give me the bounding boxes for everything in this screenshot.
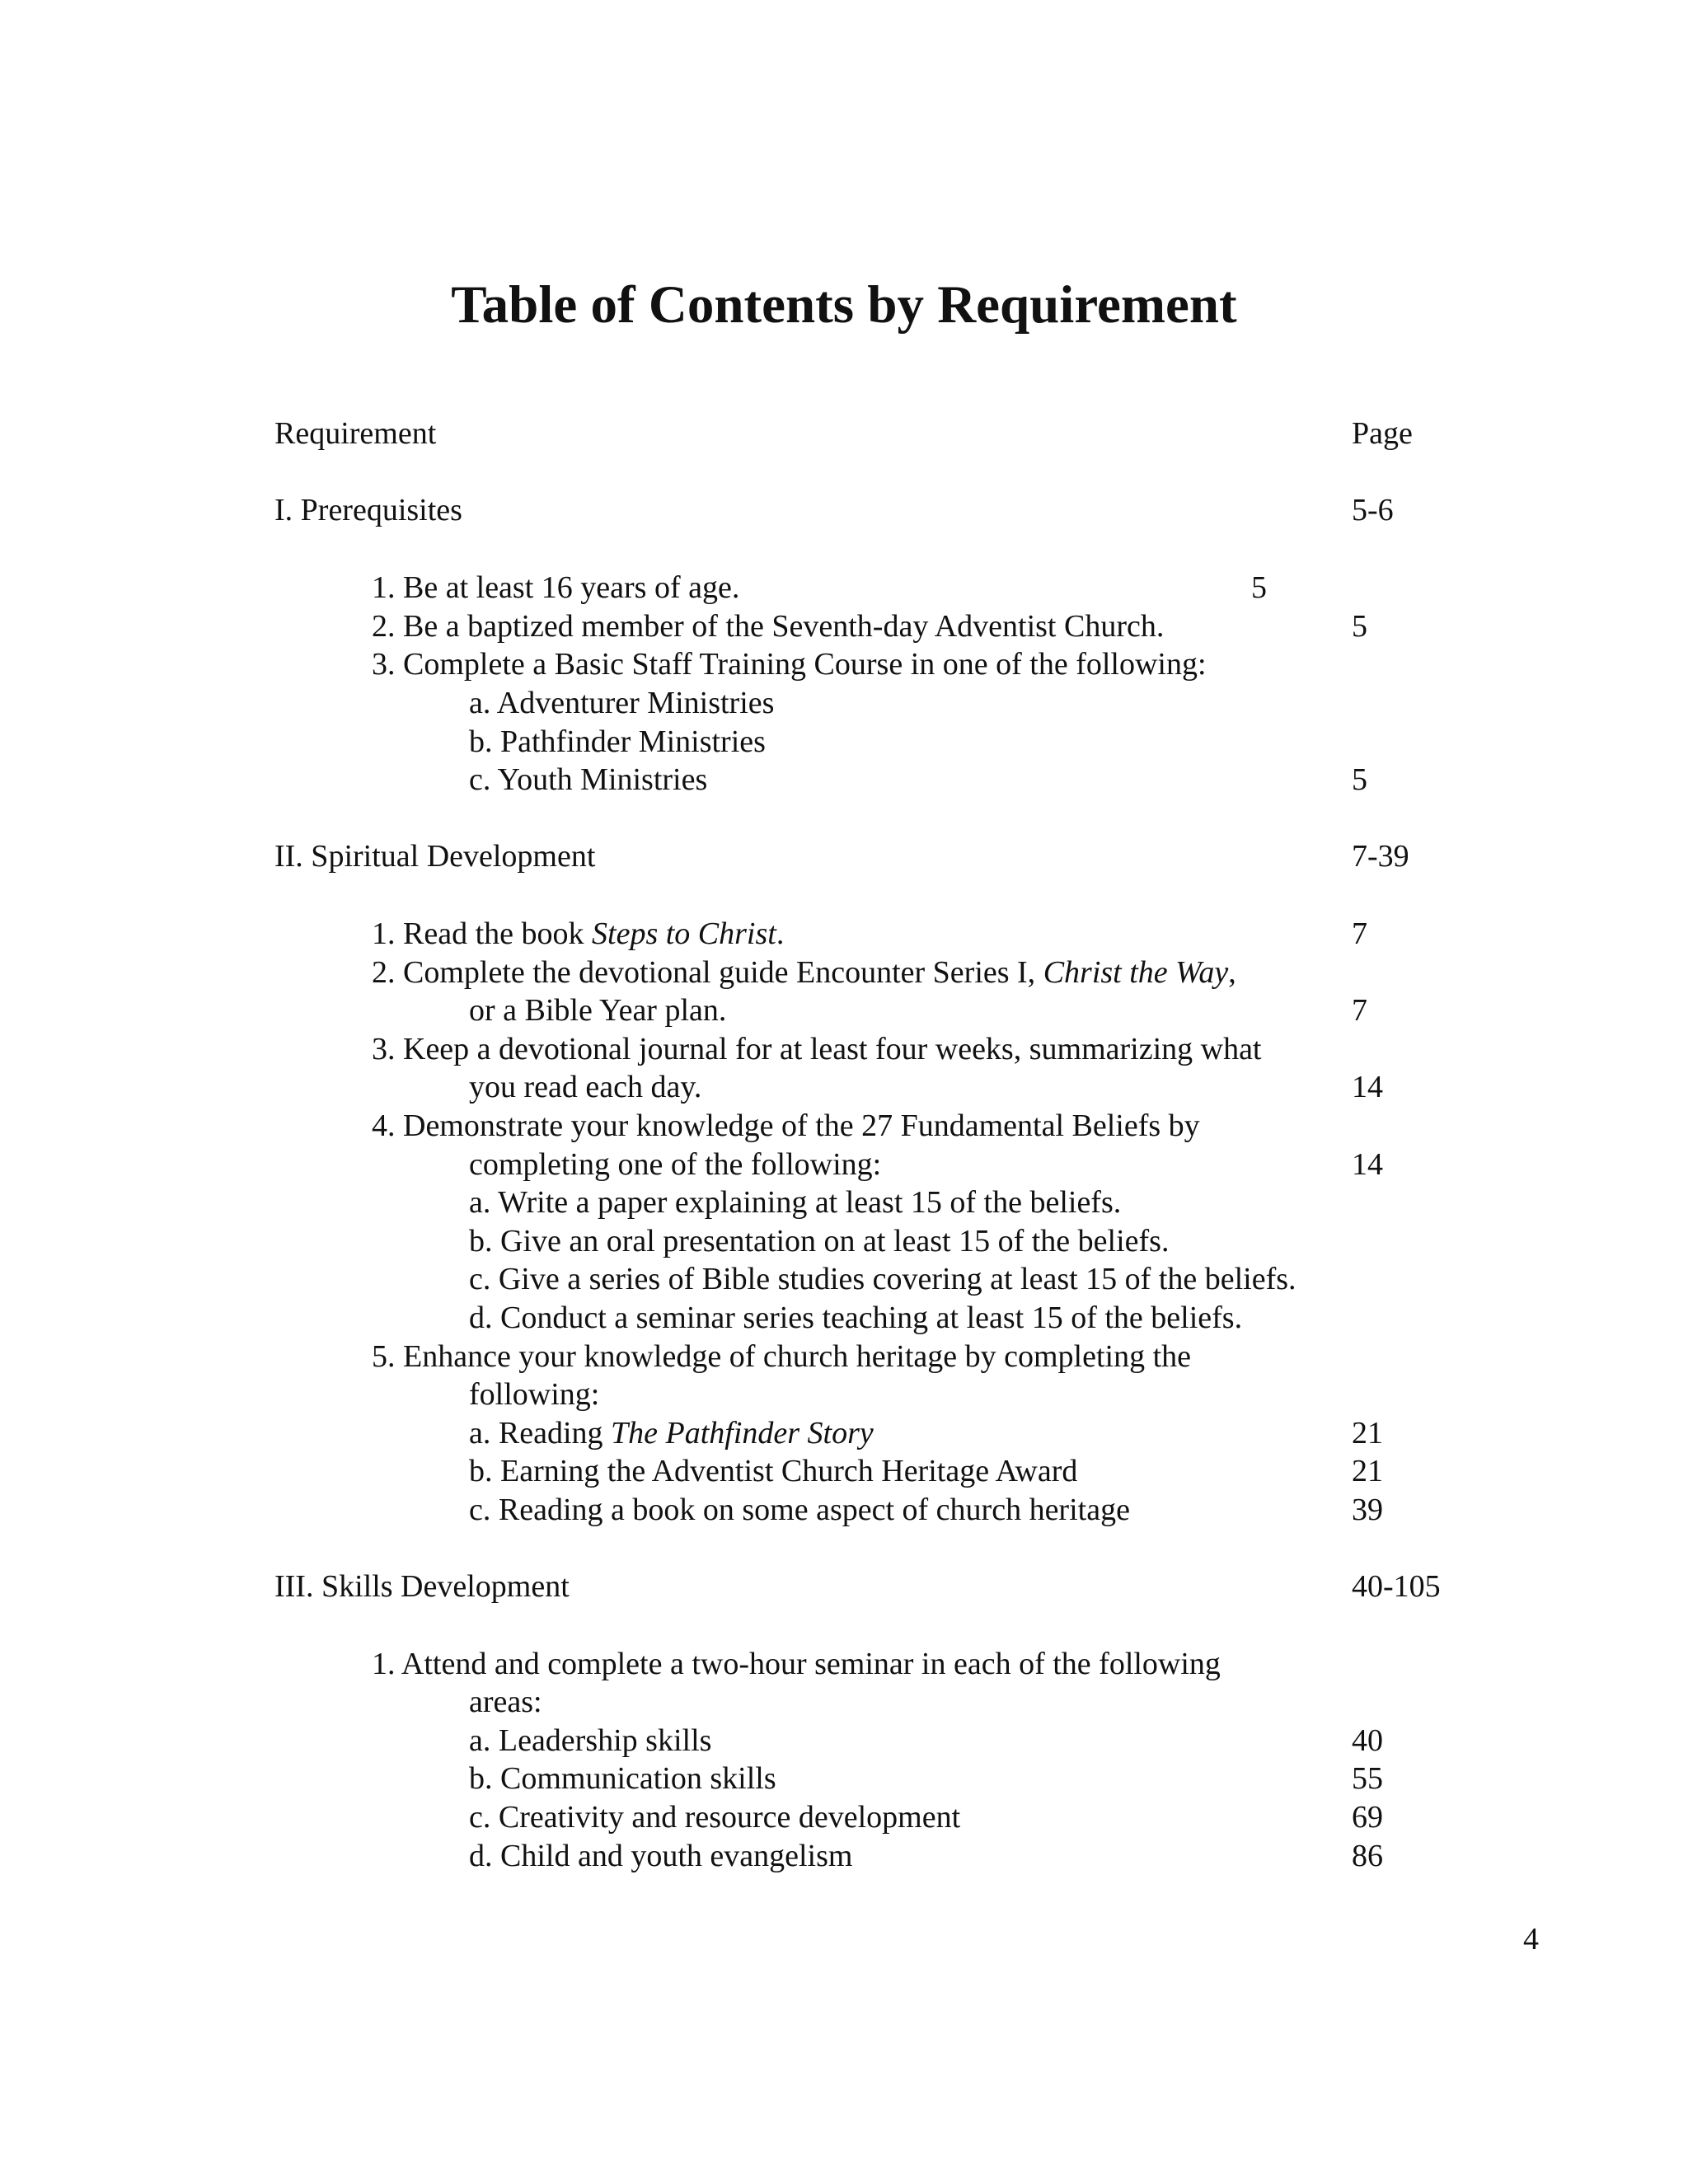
toc-item-page: 86 [1352, 1839, 1383, 1873]
toc-item: 1. Attend and complete a two-hour seminar in each of the following [372, 1647, 1221, 1681]
toc-item-continuation: you read each day. [469, 1070, 702, 1104]
toc-item: 4. Demonstrate your knowledge of the 27 Fundamental Beliefs by [372, 1108, 1200, 1143]
book-title: The Pathfinder Story [611, 1416, 874, 1451]
toc-item: 5. Enhance your knowledge of church heritage by completing the [372, 1339, 1191, 1374]
toc-subitem: a. Leadership skills [469, 1723, 712, 1758]
toc-item-page: 55 [1352, 1761, 1383, 1796]
toc-subitem: a. Reading The Pathfinder Story [469, 1416, 874, 1451]
toc-subitem: b. Earning the Adventist Church Heritage Award [469, 1454, 1078, 1488]
section-heading: II. Spiritual Development [274, 839, 596, 874]
book-title: Christ the Way [1043, 955, 1229, 990]
toc-subitem: b. Communication skills [469, 1761, 776, 1796]
toc-subitem: d. Conduct a seminar series teaching at least 15 of the beliefs. [469, 1301, 1243, 1335]
toc-item-continuation: or a Bible Year plan. [469, 993, 727, 1028]
toc-item-page: 21 [1352, 1416, 1383, 1451]
toc-item: 2. Be a baptized member of the Seventh-day Adventist Church. [372, 609, 1165, 644]
toc-item: 3. Keep a devotional journal for at least four weeks, summarizing what [372, 1032, 1262, 1066]
toc-item-page: 39 [1352, 1493, 1383, 1527]
toc-item-page: 14 [1352, 1147, 1383, 1182]
toc-subitem: c. Creativity and resource development [469, 1800, 961, 1835]
page-title: Table of Contents by Requirement [451, 275, 1237, 335]
toc-item-page: 5 [1352, 609, 1367, 644]
toc-subitem: c. Reading a book on some aspect of church heritage [469, 1493, 1130, 1527]
section-heading: III. Skills Development [274, 1569, 570, 1604]
toc-subitem: c. Give a series of Bible studies covering at least 15 of the beliefs. [469, 1262, 1296, 1296]
toc-subitem: b. Give an oral presentation on at least 15 of the beliefs. [469, 1224, 1170, 1258]
section-pages: 5-6 [1352, 493, 1394, 527]
toc-item-page: 14 [1352, 1070, 1383, 1104]
toc-item-continuation: following: [469, 1377, 600, 1412]
section-heading: I. Prerequisites [274, 493, 462, 527]
toc-item-page: 69 [1352, 1800, 1383, 1835]
toc-item: 1. Be at least 16 years of age. [372, 570, 740, 605]
book-title: Steps to Christ [592, 916, 776, 951]
section-pages: 40-105 [1352, 1569, 1441, 1604]
toc-item-page: 7 [1352, 993, 1367, 1028]
toc-item-page: 5 [1352, 762, 1367, 797]
column-header-requirement: Requirement [274, 416, 437, 451]
toc-item: 2. Complete the devotional guide Encounter Series I, Christ the Way, [372, 955, 1236, 990]
column-header-page: Page [1352, 416, 1413, 451]
toc-item: 3. Complete a Basic Staff Training Course in one of the following: [372, 647, 1207, 682]
toc-item: 1. Read the book Steps to Christ. [372, 916, 785, 951]
page-number: 4 [1523, 1922, 1539, 1957]
toc-subitem: c. Youth Ministries [469, 762, 708, 797]
toc-item-page: 7 [1352, 916, 1367, 951]
toc-item-continuation: completing one of the following: [469, 1147, 882, 1182]
toc-item-page: 40 [1352, 1723, 1383, 1758]
toc-item-page: 21 [1352, 1454, 1383, 1488]
toc-item-continuation: areas: [469, 1685, 542, 1719]
toc-item-page: 5 [1251, 570, 1267, 605]
toc-subitem: a. Adventurer Ministries [469, 686, 775, 720]
toc-subitem: d. Child and youth evangelism [469, 1839, 853, 1873]
toc-subitem: b. Pathfinder Ministries [469, 724, 766, 759]
section-pages: 7-39 [1352, 839, 1409, 874]
toc-subitem: a. Write a paper explaining at least 15 of the beliefs. [469, 1185, 1122, 1220]
